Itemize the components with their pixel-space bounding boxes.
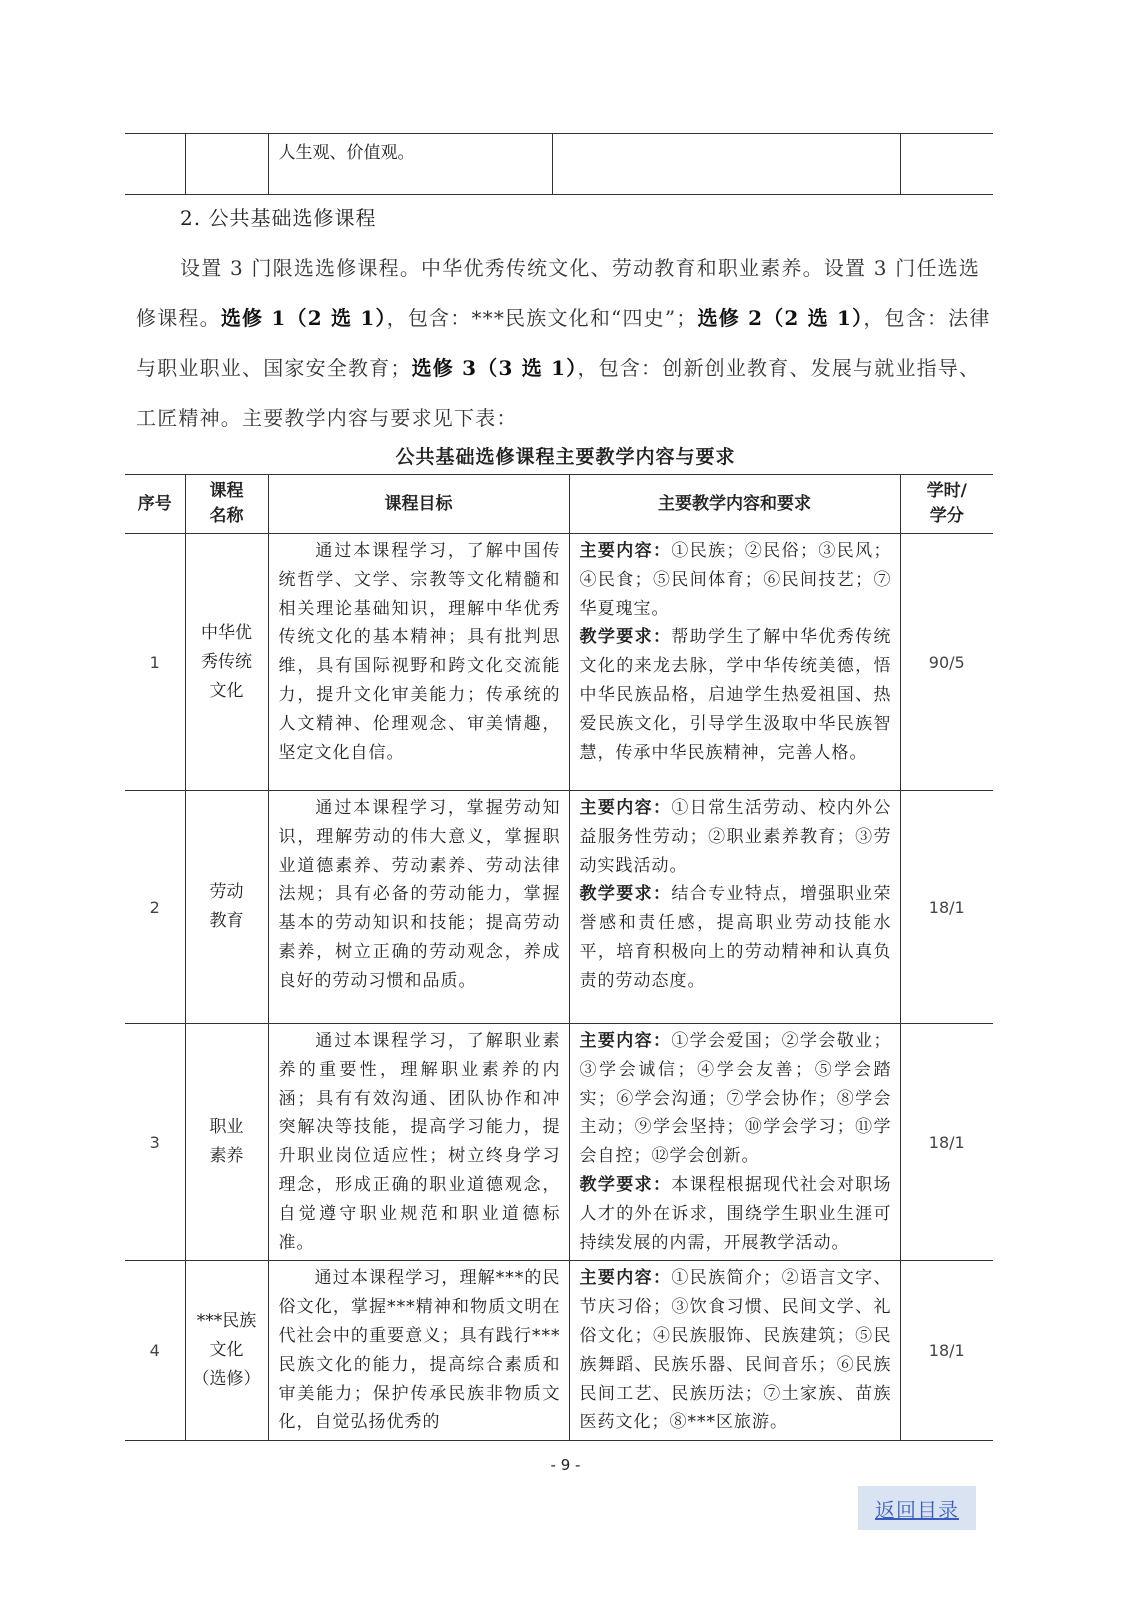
elective-group-2: 选修 2（2 选 1） (697, 306, 864, 330)
course-hours: 18/1 (900, 1261, 993, 1441)
table-header-row (125, 475, 993, 534)
back-to-toc-link[interactable]: 返回目录 (858, 1486, 976, 1530)
row-number: 1 (125, 534, 185, 791)
header-hours: 学时/ 学分 (900, 475, 993, 534)
table-cell (125, 134, 185, 195)
course-hours: 18/1 (900, 791, 993, 1024)
intro-text: ，包含：创新创业教育、发展与就业指导、工匠精神。主要教学内容与要求见下表： (136, 356, 981, 430)
table-cell (552, 134, 900, 195)
course-goal: 通过本课程学习，理解***的民俗文化，掌握***精神和物质文明在代社会中的重要意义；具有践行***民族文化的能力，提高综合素质和审美能力；保护传承民族非物质文化，自觉弘扬优秀的 (268, 1261, 569, 1441)
header-content: 主要教学内容和要求 (569, 475, 900, 534)
row-number: 2 (125, 791, 185, 1024)
course-goal: 通过本课程学习，掌握劳动知识，理解劳动的伟大意义，掌握职业道德素养、劳动素养、劳动法律法规；具有必备的劳动能力，掌握基本的劳动知识和技能；提高劳动素养，树立正确的劳动观念，养成良好的劳动习惯和品质。 (268, 791, 569, 1024)
course-goal-cell: 人生观、价值观。 (268, 134, 552, 195)
table-cell (185, 134, 268, 195)
course-name: 职业 素养 (185, 1024, 268, 1261)
intro-text: ，包含：***民族文化和“四史”； (386, 306, 698, 330)
header-no: 序号 (125, 475, 185, 534)
course-name: ***民族 文化 （选修） (185, 1261, 268, 1441)
page-number: - 9 - (550, 1456, 581, 1474)
course-hours: 18/1 (900, 1024, 993, 1261)
course-name: 劳动 教育 (185, 791, 268, 1024)
header-course-goal: 课程目标 (268, 475, 569, 534)
table-row (125, 1024, 993, 1261)
header-course-name: 课程 名称 (185, 475, 268, 534)
table-row (125, 791, 993, 1024)
intro-text: ，包含：法律与职业职业、国家安全教育； (136, 306, 991, 380)
elective-group-1: 选修 1（2 选 1） (220, 306, 387, 330)
course-content: 主要内容：①日常生活劳动、校内外公益服务性劳动；②职业素养教育；③劳动实践活动。 教学要求：结合专业特点，增强职业荣誉感和责任感，提高职业劳动技能水平，培育积极向上的劳动精神和认真负责的劳动态度。 (569, 791, 900, 1024)
course-content: 主要内容：①民族；②民俗；③民风；④民食；⑤民间体育；⑥民间技艺；⑦华夏瑰宝。 教学要求：帮助学生了解中华优秀传统文化的来龙去脉，学中华传统美德，悟中华民族品格，启迪学生热爱祖国、热爱民族文化，引导学生汲取中华民族智慧，传承中华民族精神，完善人格。 (569, 534, 900, 791)
section-heading: 2. 公共基础选修课程 (180, 206, 377, 230)
course-name: 中华优 秀传统 文化 (185, 534, 268, 791)
table-row (125, 134, 993, 195)
row-number: 3 (125, 1024, 185, 1261)
table-row (125, 1261, 993, 1441)
course-content: 主要内容：①学会爱国；②学会敬业；③学会诚信；④学会友善；⑤学会踏实；⑥学会沟通；⑦学会协作；⑧学会主动；⑨学会坚持；⑩学会学习；⑪学会自控；⑫学会创新。 教学要求：本课程根据现代社会对职场人才的外在诉求，围绕学生职业生涯可持续发展的内需，开展教学活动。 (569, 1024, 900, 1261)
continued-table (125, 133, 993, 195)
row-number: 4 (125, 1261, 185, 1441)
course-goal: 通过本课程学习，了解中国传统哲学、文学、宗教等文化精髓和相关理论基础知识，理解中华优秀传统文化的基本精神；具有批判思维，具有国际视野和跨文化交流能力，提升文化审美能力；传承统的人文精神、伦理观念、审美情趣，坚定文化自信。 (268, 534, 569, 791)
course-hours: 90/5 (900, 534, 993, 791)
course-content: 主要内容：①民族简介；②语言文字、节庆习俗；③饮食习惯、民间文学、礼俗文化；④民族服饰、民族建筑；⑤民族舞蹈、民族乐器、民间音乐；⑥民族民间工艺、民族历法；⑦土家族、苗族医药文化；⑧***区旅游。 (569, 1261, 900, 1441)
elective-group-3: 选修 3（3 选 1） (411, 356, 578, 380)
table-caption: 公共基础选修课程主要教学内容与要求 (395, 446, 736, 468)
intro-text: 设置 3 门限选选修课程。中华优秀传统文化、劳动教育和职业素养。设置 3 门任选选修课程。 (136, 256, 981, 330)
table-cell (900, 134, 993, 195)
intro-paragraph (136, 243, 994, 443)
table-row (125, 534, 993, 791)
course-table (125, 474, 993, 1441)
course-goal: 通过本课程学习，了解职业素养的重要性，理解职业素养的内涵；具有有效沟通、团队协作和冲突解决等技能，提高学习能力，提升职业岗位适应性；树立终身学习理念，形成正确的职业道德观念，自觉遵守职业规范和职业道德标准。 (268, 1024, 569, 1261)
